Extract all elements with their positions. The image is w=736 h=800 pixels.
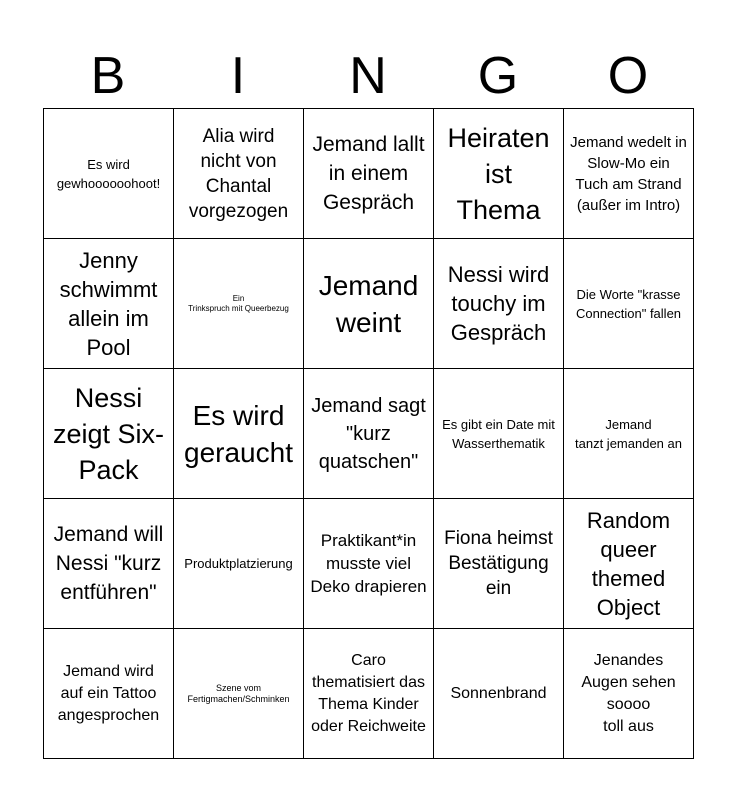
bingo-cell[interactable]: Nessi zeigt Six-Pack xyxy=(44,369,174,499)
bingo-header xyxy=(43,44,693,108)
bingo-cell[interactable]: Jemand wird auf ein Tattoo angesprochen xyxy=(44,629,174,759)
bingo-cell[interactable]: Sonnenbrand xyxy=(434,629,564,759)
bingo-cell[interactable]: Es wird gewhoooooohoot! xyxy=(44,109,174,239)
board-row xyxy=(44,239,694,369)
board-row xyxy=(44,369,694,499)
bingo-cell[interactable]: Es gibt ein Date mit Wasserthematik xyxy=(434,369,564,499)
header-letter-o: O xyxy=(607,47,649,105)
bingo-cell[interactable]: Jemand sagt "kurz quatschen" xyxy=(304,369,434,499)
bingo-cell[interactable]: Die Worte "krasse Connection" fallen xyxy=(564,239,694,369)
bingo-board xyxy=(43,108,694,759)
bingo-cell[interactable]: Jemand weint xyxy=(304,239,434,369)
board-row xyxy=(44,499,694,629)
header-letter-i: I xyxy=(230,47,246,105)
bingo-cell[interactable]: Fiona heimst Bestätigung ein xyxy=(434,499,564,629)
bingo-cell[interactable]: Jenandes Augen sehen soooo toll aus xyxy=(564,629,694,759)
bingo-cell[interactable]: Es wird geraucht xyxy=(174,369,304,499)
bingo-cell[interactable]: Nessi wird touchy im Gespräch xyxy=(434,239,564,369)
bingo-cell[interactable]: Random queer themed Object xyxy=(564,499,694,629)
bingo-cell[interactable]: Heiraten ist Thema xyxy=(434,109,564,239)
bingo-cell[interactable]: Alia wird nicht von Chantal vorgezogen xyxy=(174,109,304,239)
bingo-cell[interactable]: Praktikant*in musste viel Deko drapieren xyxy=(304,499,434,629)
bingo-cell[interactable]: Szene vom Fertigmachen/Schminken xyxy=(174,629,304,759)
header-letter-n: N xyxy=(349,47,387,105)
bingo-cell[interactable]: Jemand tanzt jemanden an xyxy=(564,369,694,499)
bingo-cell[interactable]: Produktplatzierung xyxy=(174,499,304,629)
bingo-cell[interactable]: Caro thematisiert das Thema Kinder oder Reichweite xyxy=(304,629,434,759)
header-letter-b: B xyxy=(90,47,126,105)
bingo-cell[interactable]: Jemand wedelt in Slow-Mo ein Tuch am Strand (außer im Intro) xyxy=(564,109,694,239)
bingo-cell[interactable]: Ein Trinkspruch mit Queerbezug xyxy=(174,239,304,369)
header-letter-g: G xyxy=(477,47,519,105)
bingo-cell[interactable]: Jemand lallt in einem Gespräch xyxy=(304,109,434,239)
bingo-cell[interactable]: Jemand will Nessi "kurz entführen" xyxy=(44,499,174,629)
bingo-cell[interactable]: Jenny schwimmt allein im Pool xyxy=(44,239,174,369)
board-row xyxy=(44,109,694,239)
board-row xyxy=(44,629,694,759)
